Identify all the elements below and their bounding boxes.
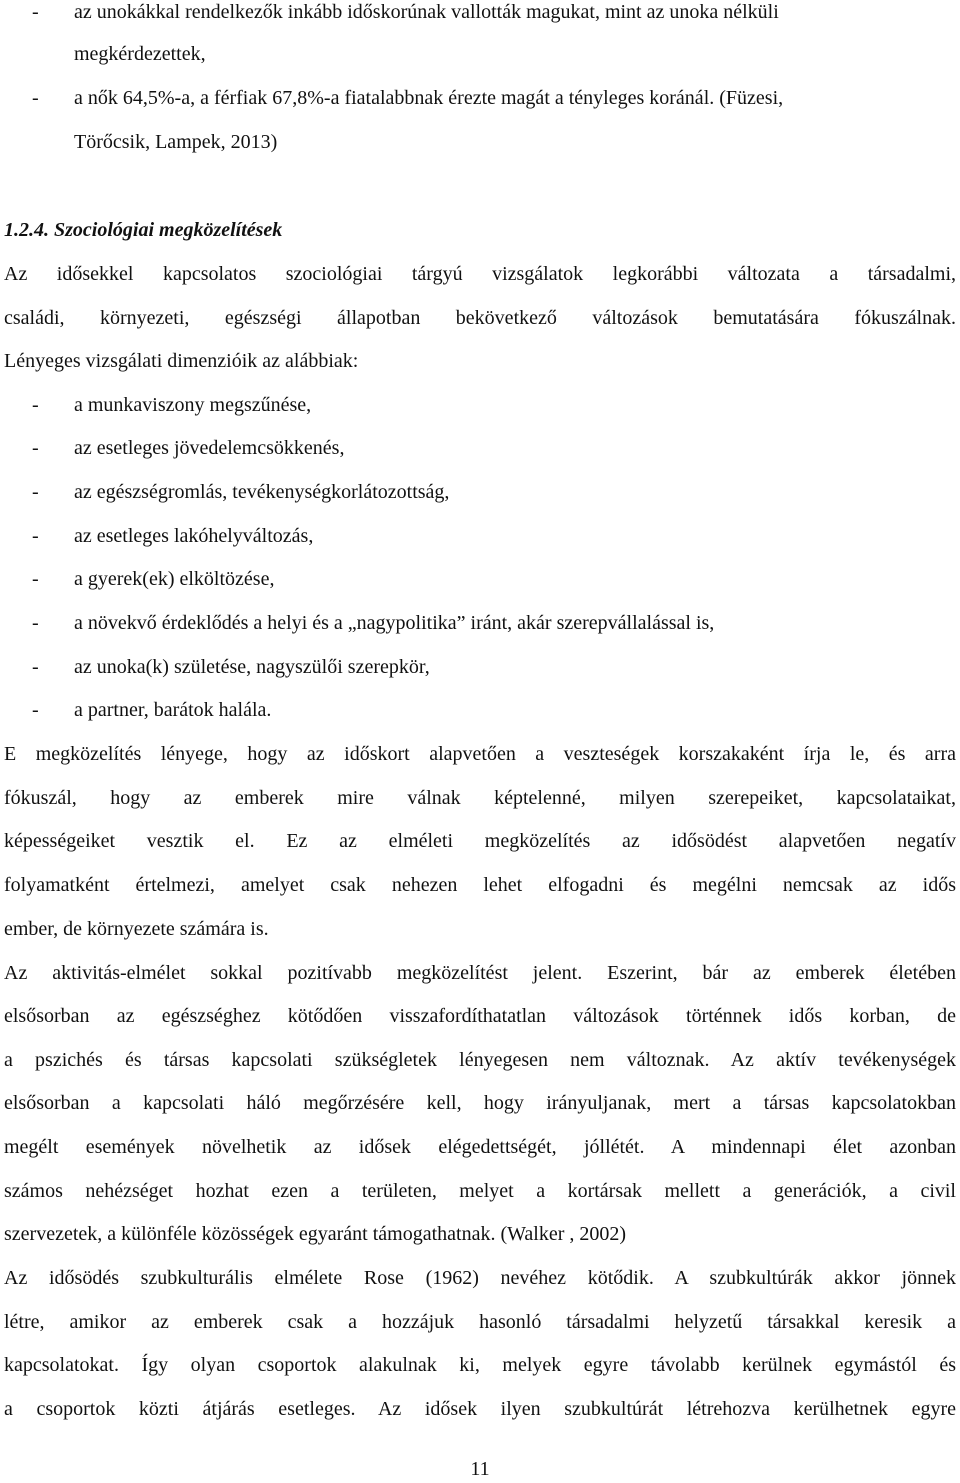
list-dash: -	[32, 699, 39, 721]
list-item-text: a partner, barátok halála.	[74, 699, 272, 721]
paragraph-line: elsősorban a kapcsolati háló megőrzésére kell, hogy irányuljanak, mert a társas kapcsolatokban	[4, 1092, 956, 1114]
list-item-text: az esetleges jövedelemcsökkenés,	[74, 437, 345, 459]
list-item-text: megkérdezettek,	[74, 43, 206, 65]
list-dash: -	[32, 394, 39, 416]
paragraph-line: Az aktivitás-elmélet sokkal pozitívabb megközelítést jelent. Eszerint, bár az emberek életében	[4, 962, 956, 984]
list-item-text: a munkaviszony megszűnése,	[74, 394, 312, 416]
list-item-text: az egészségromlás, tevékenységkorlátozottság,	[74, 481, 450, 503]
paragraph-line: létre, amikor az emberek csak a hozzájuk hasonló társadalmi helyzetű társakkal keresik a	[4, 1311, 956, 1333]
list-dash: -	[32, 1, 39, 23]
list-item-text: Törőcsik, Lampek, 2013)	[74, 131, 278, 153]
paragraph-line: megélt események növelhetik az idősek elégedettségét, jóllétét. A mindennapi élet azonban	[4, 1136, 956, 1158]
paragraph-line: Az idősödés szubkulturális elmélete Rose (1962) nevéhez kötődik. A szubkultúrák akkor jönnek	[4, 1267, 956, 1289]
paragraph-line: E megközelítés lényege, hogy az időskort alapvetően a veszteségek korszakaként írja le, és arra	[4, 743, 956, 765]
paragraph-line: elsősorban az egészséghez kötődően visszafordíthatatlan változások történnek idős korban, de	[4, 1005, 956, 1027]
paragraph-line: családi, környezeti, egészségi állapotban bekövetkező változások bemutatására fókuszálnak.	[4, 307, 956, 329]
list-item-text: az unokákkal rendelkezők inkább időskorúnak vallották magukat, mint az unoka nélküli	[74, 1, 779, 23]
paragraph-line: képességeiket vesztik el. Ez az elméleti megközelítés az idősödést alapvetően negatív	[4, 830, 956, 852]
paragraph-line: Az idősekkel kapcsolatos szociológiai tárgyú vizsgálatok legkorábbi változata a társadalmi,	[4, 263, 956, 285]
paragraph-line: kapcsolatokat. Így olyan csoportok alakulnak ki, melyek egyre távolabb kerülnek egymástól és	[4, 1354, 956, 1376]
paragraph-line: szervezetek, a különféle közösségek egyaránt támogathatnak. (Walker , 2002)	[4, 1223, 627, 1245]
list-dash: -	[32, 437, 39, 459]
list-dash: -	[32, 656, 39, 678]
list-dash: -	[32, 568, 39, 590]
list-item-text: a nők 64,5%-a, a férfiak 67,8%-a fiatalabbnak érezte magát a tényleges koránál. (Füzesi,	[74, 87, 784, 109]
list-dash: -	[32, 525, 39, 547]
paragraph-line: Lényeges vizsgálati dimenzióik az alábbiak:	[4, 350, 359, 372]
page-number: 11	[470, 1458, 490, 1480]
list-item-text: a növekvő érdeklődés a helyi és a „nagypolitika” iránt, akár szerepvállalással is,	[74, 612, 715, 634]
list-dash: -	[32, 612, 39, 634]
paragraph-line: a csoportok közti átjárás esetleges. Az idősek ilyen szubkultúrát létrehozva kerülhetnek egyre	[4, 1398, 956, 1420]
paragraph-line: fókuszál, hogy az emberek mire válnak képtelenné, milyen szerepeiket, kapcsolataikat,	[4, 787, 956, 809]
section-heading: 1.2.4. Szociológiai megközelítések	[4, 219, 283, 241]
paragraph-line: ember, de környezete számára is.	[4, 918, 269, 940]
paragraph-line: a pszichés és társas kapcsolati szükségletek lényegesen nem változnak. Az aktív tevékenységek	[4, 1049, 956, 1071]
list-dash: -	[32, 481, 39, 503]
list-dash: -	[32, 87, 39, 109]
list-item-text: az unoka(k) születése, nagyszülői szerepkör,	[74, 656, 430, 678]
paragraph-line: folyamatként értelmezi, amelyet csak nehezen lehet elfogadni és megélni nemcsak az idős	[4, 874, 956, 896]
paragraph-line: számos nehézséget hozhat ezen a területen, melyet a kortársak mellett a generációk, a civil	[4, 1180, 956, 1202]
list-item-text: az esetleges lakóhelyváltozás,	[74, 525, 314, 547]
list-item-text: a gyerek(ek) elköltözése,	[74, 568, 275, 590]
